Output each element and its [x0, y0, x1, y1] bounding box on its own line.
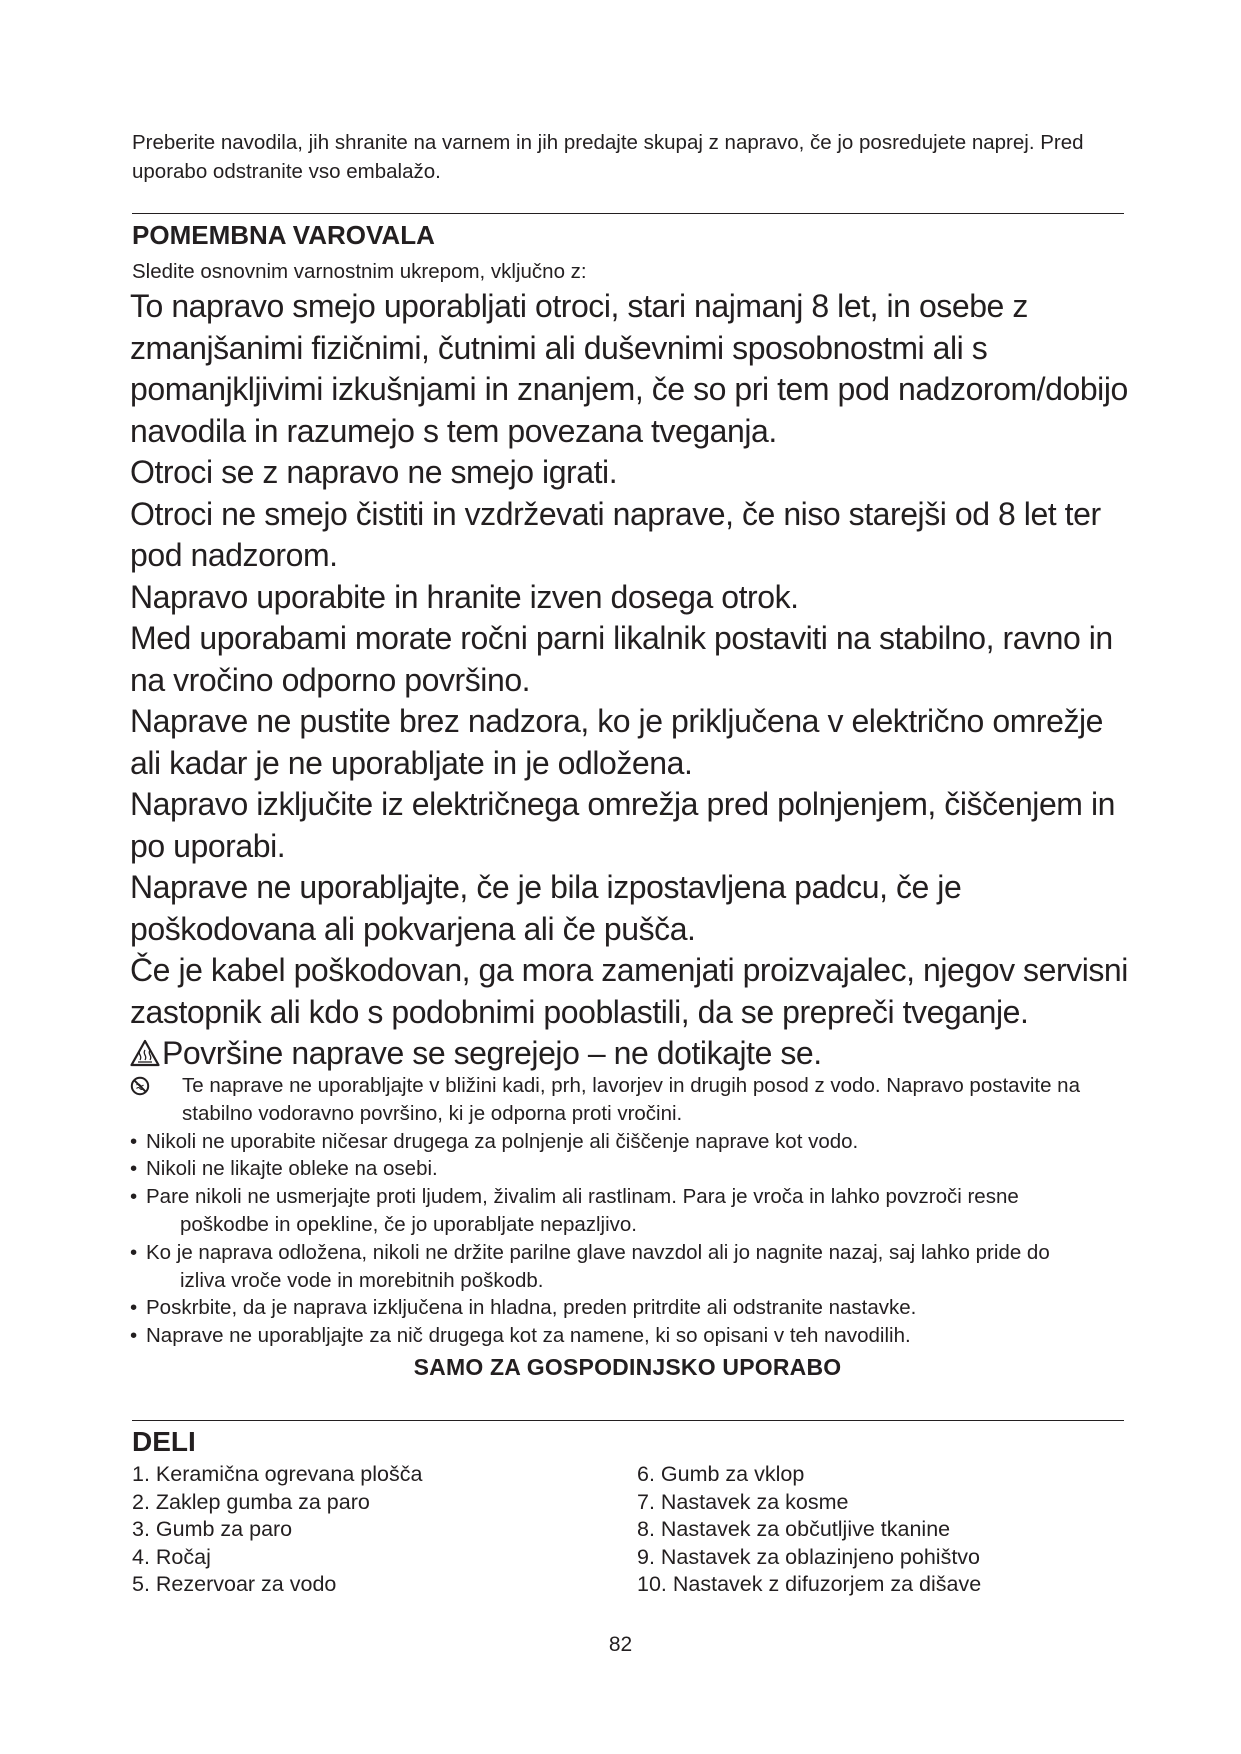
warning-item: Napravo izključite iz električnega omrežja pred polnjenjem, čiščenjem in po uporabi.: [130, 786, 1115, 864]
bullet-item: • Nikoli ne likajte obleke na osebi.: [130, 1155, 1130, 1183]
page-number: 82: [608, 1633, 633, 1656]
parts-list-right: [637, 1461, 981, 1599]
section-divider: [132, 1420, 1124, 1421]
warning-item: To napravo smejo uporabljati otroci, stari najmanj 8 let, in osebe z zmanjšanimi fizičnimi, čutnimi ali duševnimi sposobnostmi ali s pomanjkljivimi izkušnjami in znanjem, če so pri tem pod nadzorom/dobijo navodila in razumejo s tem povezana tveganja.: [130, 288, 1128, 449]
bullet-item: • Nikoli ne uporabite ničesar drugega za polnjenje ali čiščenje naprave kot vodo.: [130, 1128, 1130, 1156]
warning-item: Naprave ne uporabljajte, če je bila izpostavljena padcu, če je poškodovana ali pokvarjena ali če pušča.: [130, 869, 962, 947]
water-warning-line-2: stabilno vodoravno površino, ki je odporna proti vročini.: [182, 1101, 683, 1125]
part-item: 9. Nastavek za oblazinjeno pohištvo: [637, 1544, 981, 1569]
bullet-item: • Naprave ne uporabljajte za nič drugega kot za namene, ki so opisani v teh navodilih.: [130, 1322, 1130, 1350]
part-item: 5. Rezervoar za vodo: [132, 1572, 337, 1597]
part-item: 8. Nastavek za občutljive tkanine: [637, 1517, 951, 1542]
intro-paragraph: Preberite navodila, jih shranite na varnem in jih predajte skupaj z napravo, če jo posredujete naprej. Pred uporabo odstranite vso embalažo.: [132, 131, 1084, 183]
bullet-item: • Ko je naprava odložena, nikoli ne držite parilne glave navzdol ali jo nagnite nazaj, saj lahko pride do izliva vroče vode in morebitnih poškodb.: [130, 1240, 1050, 1292]
bullet-mark: •: [130, 1157, 138, 1181]
bullet-mark: •: [130, 1296, 138, 1320]
parts-heading: DELI: [132, 1426, 196, 1457]
hot-surface-warning: [130, 1033, 1140, 1075]
hot-surface-warning-icon: [130, 1039, 160, 1067]
bullet-mark: •: [130, 1185, 138, 1209]
water-warning-item: [130, 1072, 1130, 1128]
section-divider: [132, 213, 1124, 214]
part-item: 3. Gumb za paro: [132, 1517, 293, 1542]
bullet-mark: •: [130, 1324, 138, 1348]
warning-item: Med uporabami morate ročni parni likalnik postaviti na stabilno, ravno in na vročino odporno površino.: [130, 620, 1113, 698]
warning-item: Napravo uporabite in hranite izven dosega otrok.: [130, 578, 799, 615]
bullet-mark: •: [130, 1240, 138, 1264]
no-water-prohibition-icon: [130, 1076, 150, 1096]
hot-surface-warning-text: Površine naprave se segrejejo – ne dotikajte se.: [162, 1035, 822, 1071]
parts-list-left: [132, 1461, 422, 1599]
part-item: 4. Ročaj: [132, 1544, 211, 1569]
safety-subtitle: Sledite osnovnim varnostnim ukrepom, vključno z:: [132, 260, 587, 283]
part-item: 7. Nastavek za kosme: [637, 1489, 849, 1514]
warning-item: Če je kabel poškodovan, ga mora zamenjati proizvajalec, njegov servisni zastopnik ali kdo s podobnimi pooblastili, da se prepreči tveganje.: [130, 952, 1128, 1030]
safety-heading: POMEMBNA VAROVALA: [132, 220, 435, 250]
safety-warnings-list: [130, 286, 1140, 1075]
warning-item: Otroci ne smejo čistiti in vzdrževati naprave, če niso starejši od 8 let ter pod nadzorom.: [130, 495, 1101, 573]
warning-item: Otroci se z napravo ne smejo igrati.: [130, 454, 618, 490]
water-warning-line-1: Te naprave ne uporabljajte v bližini kadi, prh, lavorjev in drugih posod z vodo. Napravo postavite na: [182, 1074, 1080, 1097]
part-item: 10. Nastavek z difuzorjem za dišave: [637, 1572, 982, 1597]
part-item: 2. Zaklep gumba za paro: [132, 1489, 370, 1514]
part-item: 6. Gumb za vklop: [637, 1462, 805, 1486]
part-item: 1. Keramična ogrevana plošča: [132, 1462, 423, 1486]
bullet-item: • Poskrbite, da je naprava izključena in hladna, preden pritrdite ali odstranite nastavke.: [130, 1294, 1130, 1322]
warning-item: Naprave ne pustite brez nadzora, ko je priključena v električno omrežje ali kadar je ne uporabljate in je odložena.: [130, 703, 1104, 781]
additional-warnings-list: [130, 1072, 1130, 1350]
bullet-mark: •: [130, 1129, 138, 1153]
household-use-notice: SAMO ZA GOSPODINJSKO UPORABO: [413, 1354, 842, 1380]
bullet-item: • Pare nikoli ne usmerjajte proti ljudem, živalim ali rastlinam. Para je vroča in lahko povzroči resne poškodbe in opekline, če jo uporabljate nepazljivo.: [130, 1185, 1019, 1236]
